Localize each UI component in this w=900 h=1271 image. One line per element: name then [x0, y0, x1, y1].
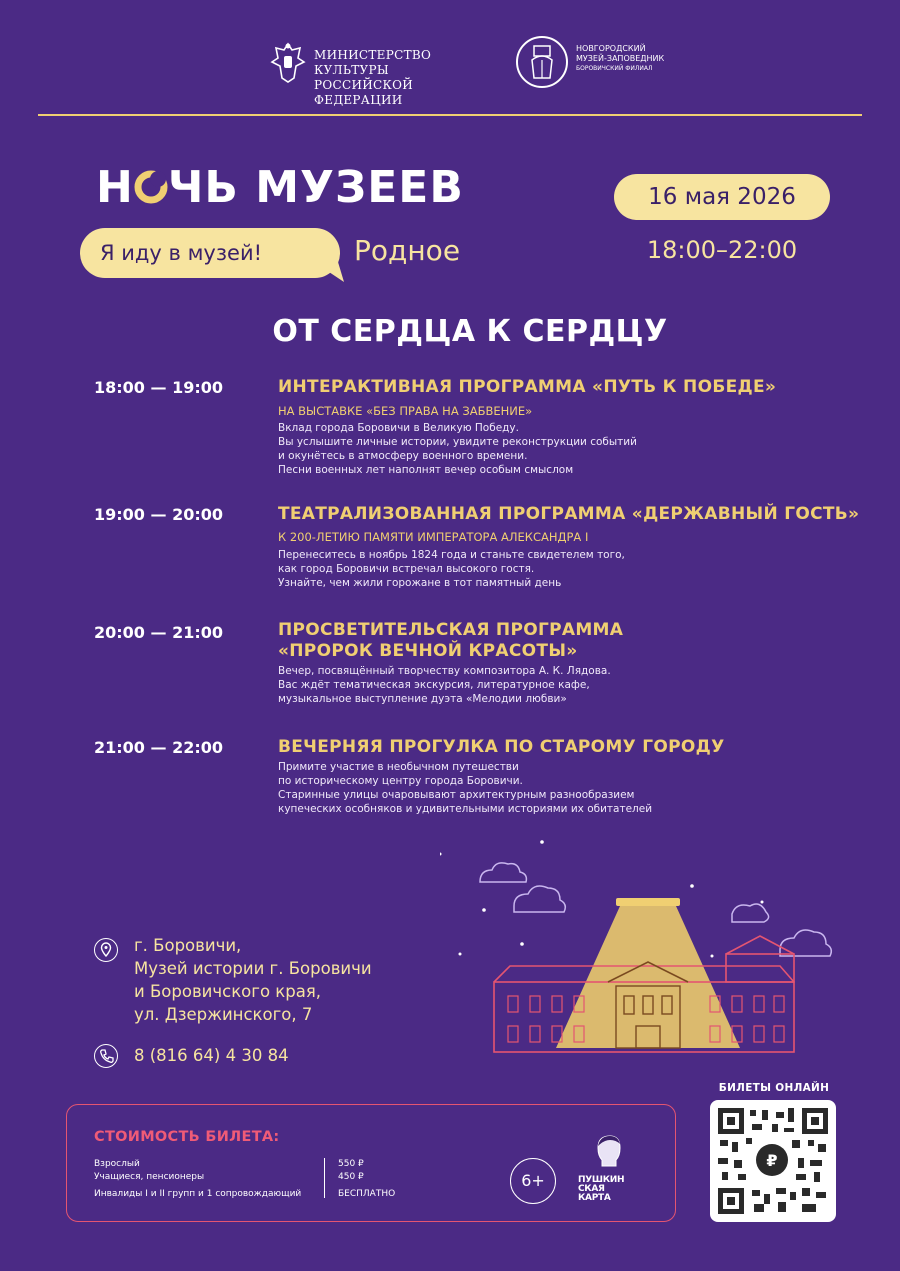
slot-3-title-line1: ПРОСВЕТИТЕЛЬСКАЯ ПРОГРАММА — [278, 620, 624, 640]
address-line: ул. Дзержинского, 7 — [134, 1005, 313, 1024]
price-values — [338, 1158, 395, 1201]
desc-line: Песни военных лет наполнят вечер особым смыслом — [278, 464, 574, 476]
location-pin-icon — [94, 938, 118, 962]
desc-line: Старинные улицы очаровывают архитектурным разнообразием — [278, 789, 635, 801]
ministry-line2: РОССИЙСКОЙ ФЕДЕРАЦИИ — [314, 78, 413, 107]
slot-3-time: 20:00 — 21:00 — [94, 623, 223, 642]
price-label: Инвалиды I и II групп и 1 сопровождающий — [94, 1189, 302, 1199]
price-label: Взрослый — [94, 1159, 140, 1169]
event-date: 16 мая 2026 — [614, 174, 830, 220]
desc-line: Вас ждёт тематическая экскурсия, литературное кафе, — [278, 679, 590, 691]
address-block — [134, 934, 372, 1026]
price-label: Учащиеся, пенсионеры — [94, 1172, 205, 1182]
price-labels — [94, 1158, 301, 1201]
event-time: 18:00–22:00 — [646, 236, 798, 264]
slot-4-description — [278, 760, 718, 816]
price-divider — [324, 1158, 325, 1198]
title-part1: Н — [96, 162, 134, 213]
museum-line3: БОРОВИЧСКИЙ ФИЛИАЛ — [576, 65, 653, 72]
pushkin-card-logo — [576, 1134, 648, 1204]
slot-1-title: ИНТЕРАКТИВНАЯ ПРОГРАММА «ПУТЬ К ПОБЕДЕ» — [278, 377, 777, 397]
museum-building-illustration — [440, 836, 860, 1076]
slot-3-description — [278, 664, 718, 706]
pushkin-label: ПУШКИН — [578, 1175, 625, 1185]
slot-2-title: ТЕАТРАЛИЗОВАННАЯ ПРОГРАММА «ДЕРЖАВНЫЙ ГОСТЬ» — [278, 504, 860, 524]
theme-label: Родное — [354, 234, 461, 267]
phone-icon — [94, 1044, 118, 1068]
slot-2-time: 19:00 — 20:00 — [94, 505, 223, 524]
slogan-bubble: Я иду в музей! — [80, 228, 340, 278]
address-line: Музей истории г. Боровичи — [134, 959, 372, 978]
age-rating-badge: 6+ — [510, 1158, 556, 1204]
slot-4-time: 21:00 — 22:00 — [94, 738, 223, 757]
slot-3-title-line2: «ПРОРОК ВЕЧНОЙ КРАСОТЫ» — [278, 641, 578, 661]
phone-number[interactable]: 8 (816 64) 4 30 84 — [134, 1046, 289, 1065]
desc-line: Примите участие в необычном путешестви — [278, 761, 519, 773]
eagle-emblem-icon — [270, 40, 306, 84]
museum-line2: МУЗЕЙ-ЗАПОВЕДНИК — [576, 54, 665, 63]
moon-o-icon — [134, 170, 168, 204]
slot-2-description — [278, 548, 718, 590]
title-part2: ЧЬ МУЗЕЕВ — [167, 162, 464, 213]
star-icon — [440, 840, 764, 957]
slot-2-subtitle: К 200-ЛЕТИЮ ПАМЯТИ ИМПЕРАТОРА АЛЕКСАНДРА I — [278, 530, 589, 544]
qr-code-icon — [718, 1108, 828, 1214]
bubble-tail-icon — [318, 262, 344, 282]
street-lamp-icon — [616, 898, 680, 906]
slot-1-description — [278, 421, 718, 477]
price-value: 550 ₽ — [338, 1159, 364, 1169]
tickets-qr-code[interactable] — [710, 1100, 836, 1222]
museum-emblem-icon — [516, 36, 568, 88]
pushkin-portrait-icon — [590, 1134, 622, 1174]
price-value: БЕСПЛАТНО — [338, 1189, 396, 1199]
desc-line: музыкальное выступление дуэта «Мелодии любви» — [278, 693, 567, 705]
slot-4-title: ВЕЧЕРНЯЯ ПРОГУЛКА ПО СТАРОМУ ГОРОДУ — [278, 737, 725, 757]
desc-line: Вы услышите личные истории, увидите реконструкции событий — [278, 436, 637, 448]
desc-line: Перенеситесь в ноябрь 1824 года и станьте свидетелем того, — [278, 549, 625, 561]
desc-line: Вечер, посвящённый творчеству композитора А. К. Лядова. — [278, 665, 611, 677]
event-title — [96, 162, 464, 214]
pushkin-label: КАРТА — [578, 1193, 611, 1203]
desc-line: по историческому центру города Боровичи. — [278, 775, 523, 787]
address-line: и Боровичского края, — [134, 982, 322, 1001]
event-subtitle: ОТ СЕРДЦА К СЕРДЦУ — [272, 314, 668, 349]
price-title: СТОИМОСТЬ БИЛЕТА: — [94, 1129, 280, 1145]
tickets-online-label: БИЛЕТЫ ОНЛАЙН — [718, 1082, 830, 1094]
desc-line: и окунётесь в атмосферу военного времени. — [278, 450, 528, 462]
desc-line: как город Боровичи встречал высокого гостя. — [278, 563, 535, 575]
desc-line: купеческих особняков и удивительными историями их обитателей — [278, 803, 653, 815]
desc-line: Узнайте, чем жили горожане в тот памятный день — [278, 577, 562, 589]
slot-1-time: 18:00 — 19:00 — [94, 378, 223, 397]
desc-line: Вклад города Боровичи в Великую Победу. — [278, 422, 519, 434]
qr-ruble-symbol: ₽ — [766, 1151, 778, 1170]
price-value: 450 ₽ — [338, 1172, 364, 1182]
slot-1-subtitle: НА ВЫСТАВКЕ «БЕЗ ПРАВА НА ЗАБВЕНИЕ» — [278, 404, 533, 418]
ministry-logo — [270, 40, 500, 107]
ministry-line1: МИНИСТЕРСТВО КУЛЬТУРЫ — [314, 48, 432, 77]
slot-3-title — [278, 620, 623, 662]
museum-logo — [516, 36, 666, 90]
museum-line1: НОВГОРОДСКИЙ — [576, 44, 646, 53]
address-line: г. Боровичи, — [134, 936, 242, 955]
header-divider — [38, 114, 862, 116]
pushkin-label: СКАЯ — [578, 1184, 605, 1194]
